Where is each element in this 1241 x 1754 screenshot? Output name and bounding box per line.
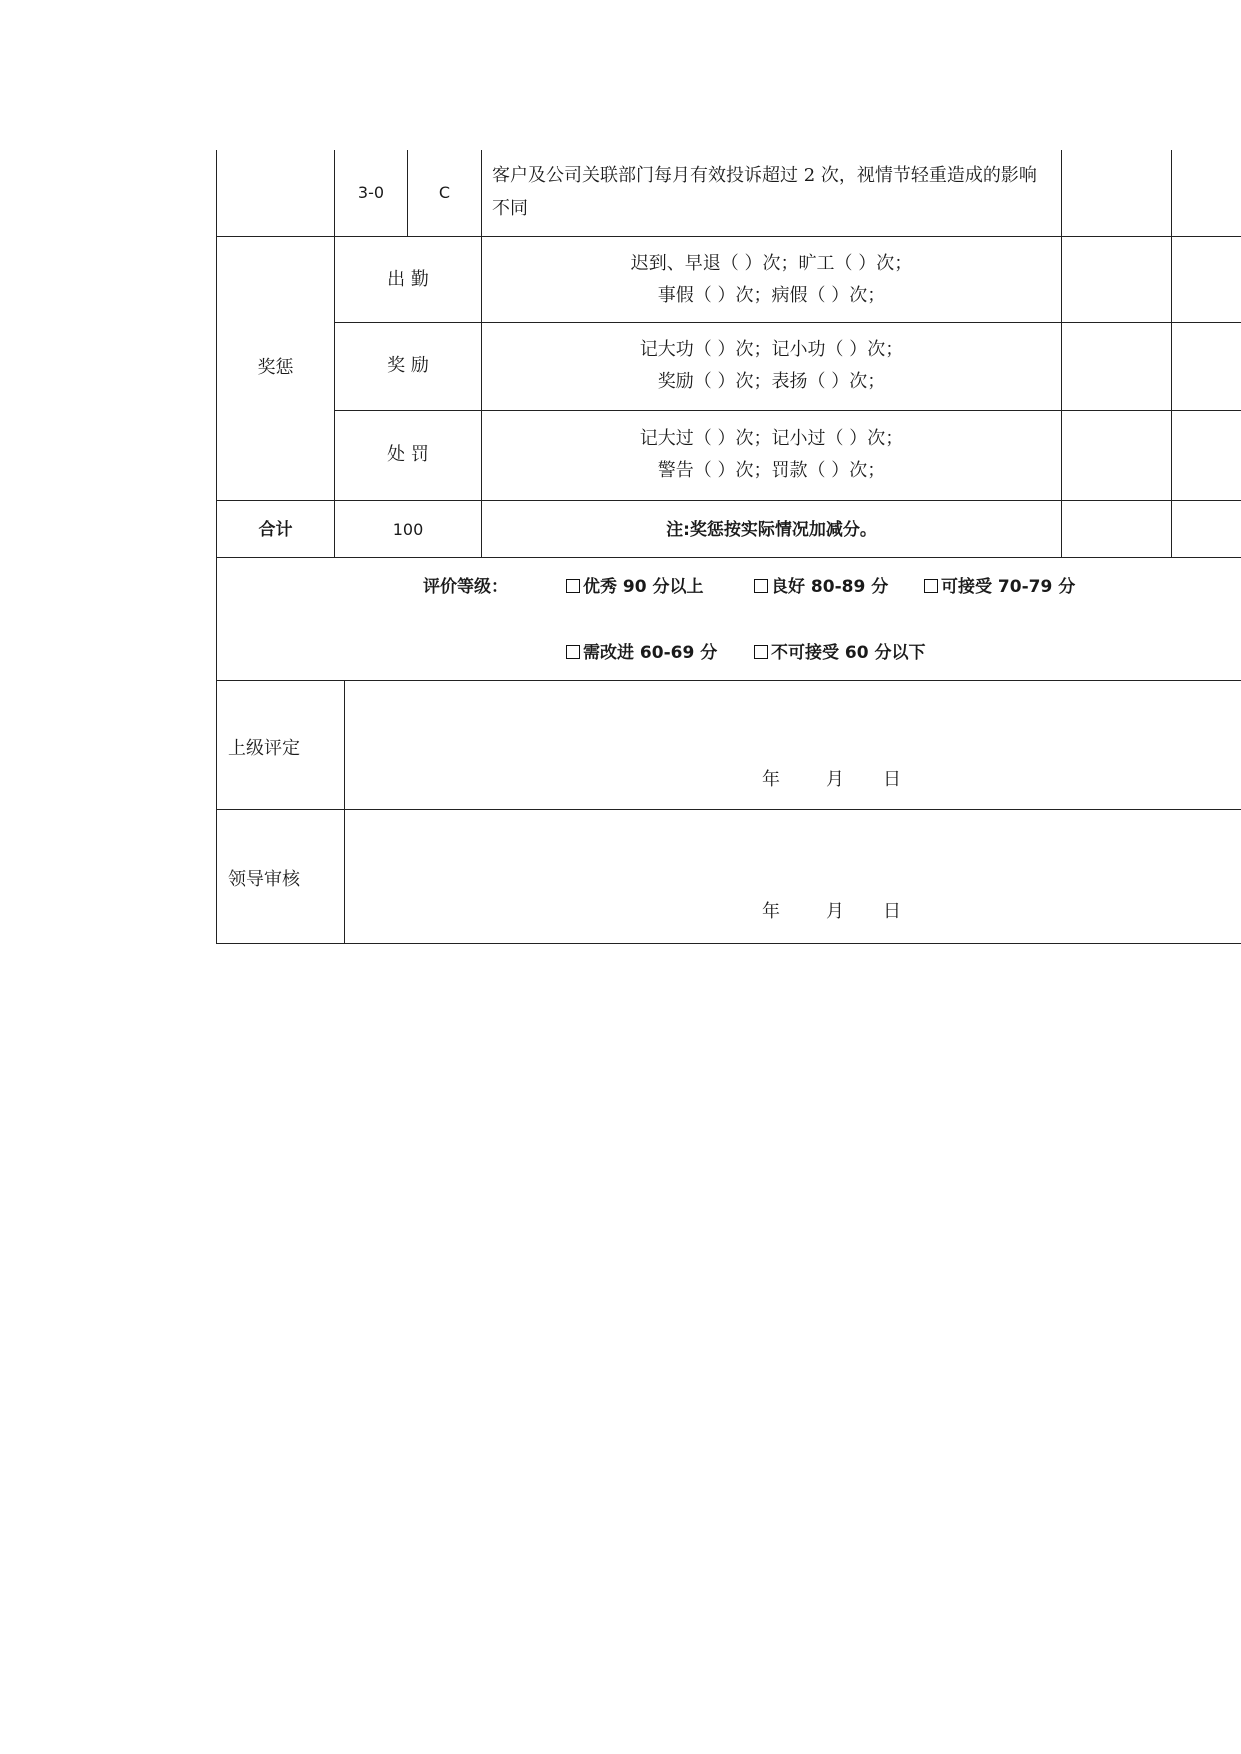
rating-option-label: 不可接受 60 分以下 xyxy=(771,643,926,663)
grade-cell: C xyxy=(438,183,451,202)
reward-line-1: 记大功（ ）次；记小功（ ）次； xyxy=(639,339,904,360)
total-label: 合计 xyxy=(258,520,293,540)
rating-option-needs-improvement[interactable] xyxy=(566,637,717,669)
rule-rewards-section-bottom xyxy=(216,500,1241,501)
leader-review-label: 领导审核 xyxy=(228,869,300,890)
rating-option-label: 良好 80-89 分 xyxy=(771,577,889,597)
rating-option-label: 可接受 70-79 分 xyxy=(941,577,1076,597)
attendance-label: 出 勤 xyxy=(387,269,429,290)
leader-review-day: 日 xyxy=(883,901,901,922)
superior-review-label: 上级评定 xyxy=(228,738,300,759)
total-note: 注:奖惩按实际情况加减分。 xyxy=(666,520,877,540)
rating-label: 评价等级： xyxy=(423,577,508,597)
rating-option-label: 优秀 90 分以上 xyxy=(583,577,704,597)
checkbox-icon[interactable] xyxy=(754,579,768,593)
punishment-label: 处 罚 xyxy=(387,444,429,465)
checkbox-icon[interactable] xyxy=(754,645,768,659)
rule-rating-bottom xyxy=(216,680,1241,681)
rule-total-bottom xyxy=(216,557,1241,558)
score-range-cell: 3-0 xyxy=(357,183,385,202)
attendance-line-1: 迟到、早退（ ）次；旷工（ ）次； xyxy=(630,253,913,274)
rule-reward-bottom xyxy=(334,410,1241,411)
description-line-2: 不同 xyxy=(492,198,528,219)
leader-review-month: 月 xyxy=(826,901,844,922)
rule-col5-left xyxy=(1061,150,1062,558)
rating-option-excellent[interactable] xyxy=(566,571,704,603)
reward-line-2: 奖励（ ）次；表扬（ ）次； xyxy=(657,371,886,392)
rule-review-divider xyxy=(344,680,345,944)
rewards-section-label: 奖惩 xyxy=(257,357,294,378)
punishment-line-2: 警告（ ）次；罚款（ ）次； xyxy=(657,460,886,481)
rule-col6-left xyxy=(1171,150,1172,558)
rule-superior-bottom xyxy=(216,809,1241,810)
rating-option-unacceptable[interactable] xyxy=(754,637,926,669)
attendance-line-2: 事假（ ）次；病假（ ）次； xyxy=(657,285,886,306)
total-value: 100 xyxy=(392,520,424,539)
reward-label: 奖 励 xyxy=(387,355,429,376)
superior-review-day: 日 xyxy=(883,769,901,790)
rating-option-acceptable[interactable] xyxy=(924,571,1075,603)
rule-attendance-bottom xyxy=(334,322,1241,323)
punishment-line-1: 记大过（ ）次；记小过（ ）次； xyxy=(639,428,904,449)
leader-review-year: 年 xyxy=(762,901,780,922)
checkbox-icon[interactable] xyxy=(566,645,580,659)
rating-option-good[interactable] xyxy=(754,571,888,603)
superior-review-month: 月 xyxy=(826,769,844,790)
rule-table-bottom xyxy=(216,943,1241,944)
checkbox-icon[interactable] xyxy=(566,579,580,593)
description-line-1: 客户及公司关联部门每月有效投诉超过 2 次，视情节轻重造成的影响 xyxy=(492,165,1037,186)
rule-left-border xyxy=(216,150,217,944)
checkbox-icon[interactable] xyxy=(924,579,938,593)
rule-row-c-bottom xyxy=(216,236,1241,237)
superior-review-year: 年 xyxy=(762,769,780,790)
rating-option-label: 需改进 60-69 分 xyxy=(583,643,718,663)
